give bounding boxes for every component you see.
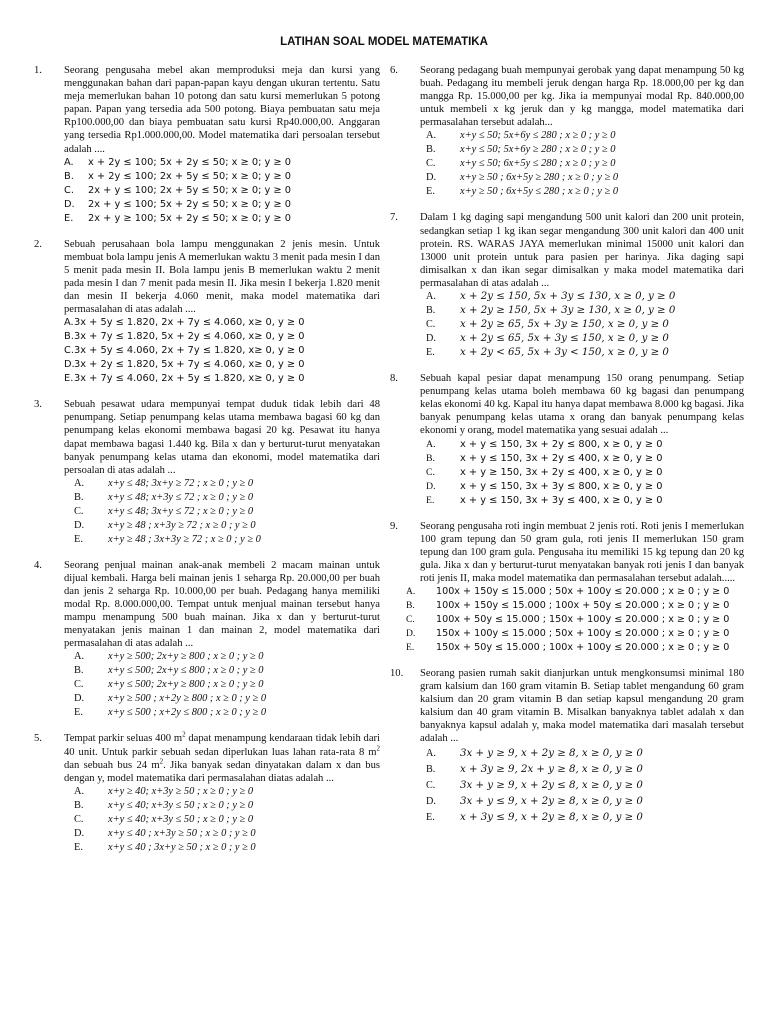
option-a[interactable]: A. 100x + 150y ≤ 15.000 ; 50x + 100y ≤ 20.000 ; x ≥ 0 ; y ≥ 0 bbox=[406, 585, 730, 597]
option-c[interactable]: C. 100x + 50y ≤ 15.000 ; 150x + 100y ≤ 20.000 ; x ≥ 0 ; y ≥ 0 bbox=[406, 613, 730, 625]
left-column bbox=[30, 64, 380, 855]
question-8 bbox=[386, 372, 744, 507]
option-c[interactable]: C. x + y ≥ 150, 3x + 2y ≤ 400, x ≥ 0, y ≥ 0 bbox=[426, 466, 663, 478]
question-3 bbox=[30, 398, 380, 547]
option-d[interactable]: D. x+y ≥ 50 ; 6x+5y ≥ 280 ; x ≥ 0 ; y ≥ 0 bbox=[426, 172, 619, 184]
question-number: 6. bbox=[390, 65, 398, 76]
question-2 bbox=[30, 238, 380, 387]
option-b[interactable]: B. x+y ≤ 40; x+3y ≤ 50 ; x ≥ 0 ; y ≥ 0 bbox=[74, 799, 254, 811]
option-e[interactable]: E. 2x + y ≥ 100; 5x + 2y ≤ 50; x ≥ 0; y ≥ 0 bbox=[64, 212, 291, 224]
option-e[interactable]: E. x+y ≥ 50 ; 6x+5y ≤ 280 ; x ≥ 0 ; y ≥ 0 bbox=[426, 186, 619, 198]
option-b[interactable]: B. x + 3y ≥ 9, 2x + y ≥ 8, x ≥ 0, y ≥ 0 bbox=[426, 763, 643, 775]
question-7 bbox=[386, 211, 744, 360]
question-stem: Seorang pasien rumah sakit dianjurkan untuk mengkonsumsi minimal 180 gram kalsium dan 160 gram vitamin B. Setiap tablet mengandung 60 gram kalsium dan 20 gram vitamin B dan setiap kapsul mengandung 20 gram kalsium dan 40 gram vitamin B. Misalkan banyaknya tablet adalah x dan banyaknya kapsul adalah y, maka model matematika dari masalah tersebut adalah ... bbox=[420, 667, 744, 745]
question-stem: Seorang pedagang buah mempunyai gerobak yang dapat menampung 50 kg buah. Pedagang itu membeli jeruk dengan harga Rp. 18.000,00 per kg dan mangga Rp. 15.000,00 per kg. Jika ia mempunyai modal Rp. 840.000,00 untuk membeli x kg jeruk dan y kg mangga, model matematika dari permasalahan tersebut adalah... bbox=[420, 65, 744, 129]
option-d[interactable]: D. x + y ≤ 150, 3x + 3y ≤ 800, x ≥ 0, y ≥ 0 bbox=[426, 480, 663, 492]
question-stem: Seorang pengusaha roti ingin membuat 2 jenis roti. Roti jenis I memerlukan 100 gram tepung dan 50 gram gula, roti jenis II memerlukan 150 gram tepung dan 100 gram gula. Pengusaha itu memiliki 15 kg tepung dan 20 kg gula. Jika x dan y berturut-turut menyatakan banyak roti jenis I dan banyak roti jenis II, maka model matematika dan permasalahan tersebut adalah..... bbox=[420, 520, 744, 584]
option-b[interactable]: B. 100x + 150y ≤ 15.000 ; 100x + 50y ≤ 20.000 ; x ≥ 0 ; y ≥ 0 bbox=[406, 599, 730, 611]
question-6 bbox=[386, 64, 744, 199]
question-1 bbox=[30, 64, 380, 226]
question-number: 4. bbox=[34, 559, 42, 571]
question-stem: Seorang penjual mainan anak-anak membeli 2 macam mainan untuk dijual kembali. Harga beli mainan jenis 1 seharga Rp. 20.000,00 per buah dan jenis 2 seharga Rp. 10.000,00 per buah. Pedagang hanya memiliki modal Rp. 8.000.000,00. Tempat untuk menjual mainan tersebut hanya mampu menampung 500 buah mainan. Jika x dan y berturut-turut menyatakan jenis mainan 1 dan mainan 2, model matematika dari permasalahan di atas adalah ... bbox=[64, 559, 380, 650]
options-list bbox=[64, 477, 380, 547]
option-e[interactable]: E. x+y ≤ 40 ; 3x+y ≥ 50 ; x ≥ 0 ; y ≥ 0 bbox=[74, 841, 256, 853]
option-c[interactable]: C. x+y ≤ 500; 2x+y ≥ 800 ; x ≥ 0 ; y ≥ 0 bbox=[74, 679, 264, 691]
question-number: 1. bbox=[34, 65, 42, 76]
question-10 bbox=[386, 667, 744, 826]
right-column bbox=[386, 64, 744, 826]
question-stem: Seorang pengusaha mebel akan memproduksi meja dan kursi yang menggunakan bahan dari papan-papan kayu dengan ukuran tertentu. Satu meja memerlukan bahan 10 potong dan satu kursi memerlukan 5 potong papan. Papan yang tersedia ada 500 potong. Biaya pembuatan satu meja Rp100.000,00 dan biaya pembuatan satu kursi Rp40.000,00. Anggaran yang tersedia Rp1.000.000,00. Model matematika dari persoalan tersebut adalah .... bbox=[64, 65, 380, 155]
question-stem: Dalam 1 kg daging sapi mengandung 500 unit kalori dan 200 unit protein, sedangkan setiap 1 kg ikan segar mengandung 300 unit kalori dan 400 unit protein. RS. WARAS JAYA memerlukan minimal 15000 unit kalori dan 13000 unit protein untuk para pasien per harinya. Jika daging sapi dimisalkan x dan ikan segar dimisalkan y maka model matematika dari permasalahan di atas adalah ... bbox=[420, 212, 744, 289]
option-d[interactable]: D. 3x + 2y ≤ 1.820, 5x + 7y ≤ 4.060, x≥ 0, y ≥ 0 bbox=[64, 359, 305, 371]
question-4 bbox=[30, 559, 380, 721]
option-e[interactable]: E. x+y ≥ 48 ; 3x+3y ≥ 72 ; x ≥ 0 ; y ≥ 0 bbox=[74, 533, 261, 545]
question-number: 9. bbox=[390, 520, 398, 532]
option-e[interactable]: E. x+y ≤ 500 ; x+2y ≤ 800 ; x ≥ 0 ; y ≥ 0 bbox=[74, 707, 267, 719]
options-list bbox=[406, 585, 744, 655]
option-c[interactable]: C. x+y ≤ 40; x+3y ≤ 50 ; x ≥ 0 ; y ≥ 0 bbox=[74, 813, 254, 825]
options-list bbox=[64, 316, 380, 386]
options-list bbox=[64, 785, 380, 855]
option-d[interactable]: D. 2x + y ≤ 100; 5x + 2y ≤ 50; x ≥ 0; y ≥ 0 bbox=[64, 198, 291, 210]
question-stem: Tempat parkir seluas 400 $m^2$ dapat menampung kendaraan tidak lebih dari 40 unit. Untuk parkir sebuah sedan diperlukan luas lahan rata-rata 8 $m^2$ dan sebuah bus 24 $m^2$. Jika banyak sedan dinyatakan dalam x dan bus dengan y, model matematika dari permasalahan diatas adalah ... bbox=[64, 730, 380, 784]
option-e[interactable]: E. 150x + 50y ≤ 15.000 ; 100x + 100y ≤ 20.000 ; x ≥ 0 ; y ≥ 0 bbox=[406, 641, 730, 653]
option-b[interactable]: B. x+y ≤ 50; 5x+6y ≥ 280 ; x ≥ 0 ; y ≥ 0 bbox=[426, 144, 616, 156]
option-e[interactable]: E. x + y ≤ 150, 3x + 3y ≤ 400, x ≥ 0, y ≥ 0 bbox=[426, 494, 663, 506]
option-b[interactable]: B. x+y ≤ 48; x+3y ≤ 72 ; x ≥ 0 ; y ≥ 0 bbox=[74, 491, 254, 503]
option-a[interactable]: A. x + 2y ≤ 150, 5x + 3y ≤ 130, x ≥ 0, y ≥ 0 bbox=[426, 291, 676, 303]
option-a[interactable]: A. x+y ≤ 48; 3x+y ≥ 72 ; x ≥ 0 ; y ≥ 0 bbox=[74, 477, 254, 489]
option-d[interactable]: D. x+y ≥ 48 ; x+3y ≥ 72 ; x ≥ 0 ; y ≥ 0 bbox=[74, 519, 256, 531]
question-number: 7. bbox=[390, 212, 398, 224]
options-list bbox=[420, 438, 744, 508]
options-list bbox=[420, 129, 744, 199]
options-list bbox=[420, 290, 744, 360]
question-number: 8. bbox=[390, 373, 398, 385]
option-a[interactable]: A. x+y ≥ 500; 2x+y ≥ 800 ; x ≥ 0 ; y ≥ 0 bbox=[74, 651, 264, 663]
option-c[interactable]: C. x+y ≤ 48; 3x+y ≤ 72 ; x ≥ 0 ; y ≥ 0 bbox=[74, 505, 254, 517]
option-e[interactable]: E. x + 2y < 65, 5x + 3y < 150, x ≥ 0, y ≥ 0 bbox=[426, 347, 669, 359]
option-b[interactable]: B. 3x + 7y ≤ 1.820, 5x + 2y ≤ 4.060, x≥ 0, y ≥ 0 bbox=[64, 331, 305, 343]
option-a[interactable]: A. x + 2y ≤ 100; 5x + 2y ≤ 50; x ≥ 0; y ≥ 0 bbox=[64, 156, 291, 168]
option-c[interactable]: C. x + 2y ≥ 65, 5x + 3y ≥ 150, x ≥ 0, y ≥ 0 bbox=[426, 319, 669, 331]
question-stem: Sebuah perusahaan bola lampu menggunakan 2 jenis mesin. Untuk membuat bola lampu jenis A memerlukan waktu 3 menit pada mesin I dan 5 menit pada mesin II. Bola lampu jenis B memerlukan waktu 2 menit pada mesin I dan 7 menit pada mesin II. Jika mesin I bekerja 1.820 menit dan mesin II bekerja 4.060 menit, maka model matematika dari permasalahan di atas adalah .... bbox=[64, 238, 380, 316]
option-c[interactable]: C. x+y ≤ 50; 6x+5y ≤ 280 ; x ≥ 0 ; y ≥ 0 bbox=[426, 158, 616, 170]
question-number: 10. bbox=[390, 667, 404, 679]
question-number: 5. bbox=[34, 733, 42, 745]
page-title: LATIHAN SOAL MODEL MATEMATIKA bbox=[280, 36, 488, 48]
option-a[interactable]: A. x + y ≤ 150, 3x + 2y ≤ 800, x ≥ 0, y ≥ 0 bbox=[426, 438, 663, 450]
option-a[interactable]: A. 3x + y ≥ 9, x + 2y ≥ 8, x ≥ 0, y ≥ 0 bbox=[426, 747, 643, 759]
question-5 bbox=[30, 732, 380, 854]
option-c[interactable]: C. 3x + y ≥ 9, x + 2y ≤ 8, x ≥ 0, y ≥ 0 bbox=[426, 779, 643, 791]
question-number: 2. bbox=[34, 238, 42, 250]
option-a[interactable]: A. x+y ≥ 40; x+3y ≥ 50 ; x ≥ 0 ; y ≥ 0 bbox=[74, 785, 254, 797]
option-b[interactable]: B. x + 2y ≥ 150, 5x + 3y ≥ 130, x ≥ 0, y ≥ 0 bbox=[426, 305, 676, 317]
option-c[interactable]: C. 2x + y ≤ 100; 2x + 5y ≤ 50; x ≥ 0; y ≥ 0 bbox=[64, 184, 291, 196]
option-a[interactable]: A. x+y ≤ 50; 5x+6y ≤ 280 ; x ≥ 0 ; y ≥ 0 bbox=[426, 130, 616, 142]
option-d[interactable]: D. 3x + y ≤ 9, x + 2y ≥ 8, x ≥ 0, y ≥ 0 bbox=[426, 795, 643, 807]
question-number: 3. bbox=[34, 399, 42, 411]
question-9 bbox=[386, 520, 744, 655]
option-d[interactable]: D. x + 2y ≤ 65, 5x + 3y ≤ 150, x ≥ 0, y ≥ 0 bbox=[426, 333, 669, 345]
options-list bbox=[420, 746, 744, 826]
options-list bbox=[64, 650, 380, 720]
option-b[interactable]: B. x+y ≤ 500; 2x+y ≤ 800 ; x ≥ 0 ; y ≥ 0 bbox=[74, 665, 264, 677]
option-c[interactable]: C. 3x + 5y ≤ 4.060, 2x + 7y ≤ 1.820, x≥ 0, y ≥ 0 bbox=[64, 345, 305, 357]
option-a[interactable]: A. 3x + 5y ≤ 1.820, 2x + 7y ≤ 4.060, x≥ 0, y ≥ 0 bbox=[64, 317, 305, 329]
question-stem: Sebuah pesawat udara mempunyai tempat duduk tidak lebih dari 48 penumpang. Setiap penumpang kelas utama membawa bagasi 60 kg dan penumpang kelas ekonomi membawa bagasi 20 kg. Pesawat itu hanya dapat membawa bagasi 1.440 kg. Bila x dan y berturut-turut menyatakan banyak penumpang kelas utama dan ekonomi, model matematika dari persoalan di atas adalah ... bbox=[64, 399, 380, 476]
options-list bbox=[64, 156, 380, 226]
option-d[interactable]: D. x+y ≤ 40 ; x+3y ≥ 50 ; x ≥ 0 ; y ≥ 0 bbox=[74, 827, 256, 839]
option-b[interactable]: B. x + 2y ≤ 100; 2x + 5y ≤ 50; x ≥ 0; y ≥ 0 bbox=[64, 170, 291, 182]
option-d[interactable]: D. 150x + 100y ≤ 15.000 ; 50x + 100y ≤ 20.000 ; x ≥ 0 ; y ≥ 0 bbox=[406, 627, 730, 639]
option-d[interactable]: D. x+y ≥ 500 ; x+2y ≥ 800 ; x ≥ 0 ; y ≥ 0 bbox=[74, 693, 267, 705]
option-e[interactable]: E. x + 3y ≤ 9, x + 2y ≥ 8, x ≥ 0, y ≥ 0 bbox=[426, 811, 643, 823]
option-e[interactable]: E. 3x + 7y ≤ 4.060, 2x + 5y ≤ 1.820, x≥ 0, y ≥ 0 bbox=[64, 373, 305, 385]
option-b[interactable]: B. x + y ≤ 150, 3x + 2y ≤ 400, x ≥ 0, y ≥ 0 bbox=[426, 452, 663, 464]
question-stem: Sebuah kapal pesiar dapat menampung 150 orang penumpang. Setiap penumpang kelas utama boleh membawa 60 kg bagasi dan penumpang kelas ekonomi 40 kg. Kapal itu hanya dapat membawa 8.000 kg bagasi. Jika banyak penumpang kelas utama x orang dan banyak penumpang kelas ekonomi y orang, model matematika yang sesuai adalah ... bbox=[420, 373, 744, 437]
